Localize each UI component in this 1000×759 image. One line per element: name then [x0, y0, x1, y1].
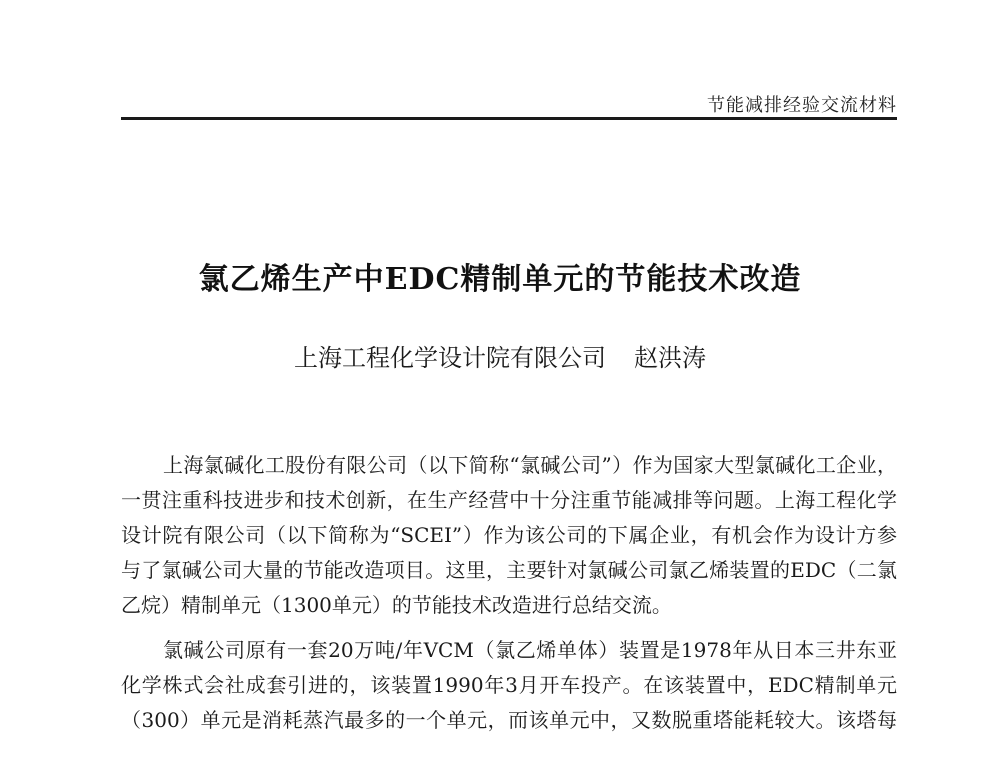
- body-line: 设计院有限公司（以下简称为“SCEI”）作为该公司的下属企业，有机会作为设计方参: [121, 523, 897, 547]
- body-line: 与了氯碱公司大量的节能改造项目。这里，主要针对氯碱公司氯乙烯装置的EDC（二氯: [121, 558, 897, 582]
- body-line: 氯碱公司原有一套20万吨/年VCM（氯乙烯单体）装置是1978年从日本三井东亚: [163, 638, 897, 662]
- body-line: 上海氯碱化工股份有限公司（以下简称“氯碱公司”）作为国家大型氯碱化工企业，: [163, 453, 897, 477]
- author-name: 赵洪涛: [634, 344, 706, 372]
- article-title: 氯乙烯生产中EDC精制单元的节能技术改造: [198, 262, 802, 297]
- body-line: 化学株式会社成套引进的，该装置1990年3月开车投产。在该装置中，EDC精制单元: [121, 673, 897, 697]
- body-line: 乙烷）精制单元（1300单元）的节能技术改造进行总结交流。: [121, 593, 672, 617]
- header-divider: [121, 117, 897, 120]
- body-line: （300）单元是消耗蒸汽最多的一个单元，而该单元中，又数脱重塔能耗较大。该塔每: [121, 708, 897, 732]
- byline: [0, 338, 1000, 373]
- body-line: 一贯注重科技进步和技术创新，在生产经营中十分注重节能减排等问题。上海工程化学: [121, 488, 897, 512]
- running-header-title: 节能减排经验交流材料: [707, 95, 897, 116]
- author-organization: 上海工程化学设计院有限公司: [294, 344, 606, 372]
